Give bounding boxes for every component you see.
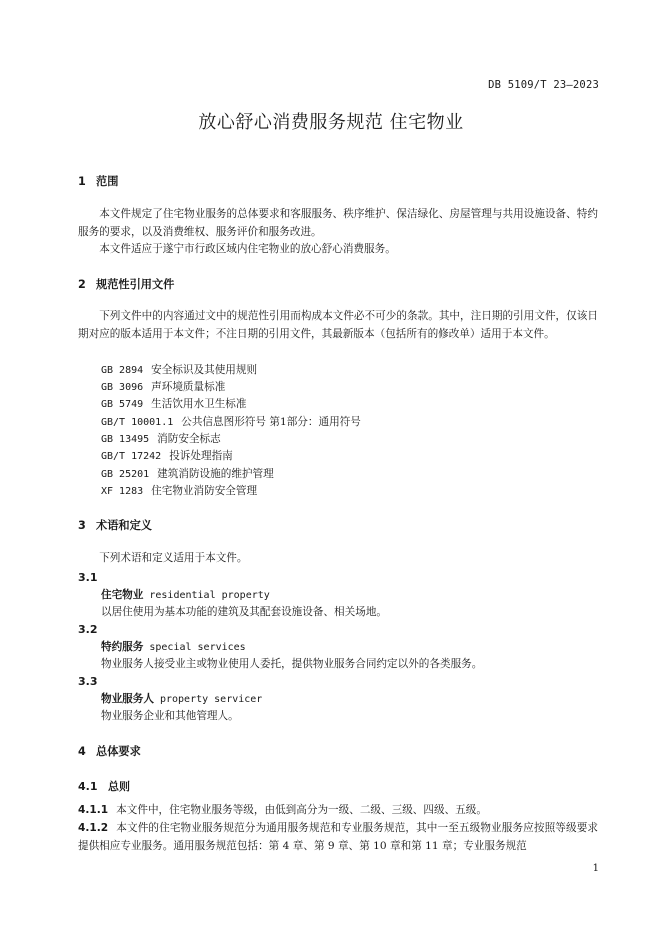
reference-item	[101, 483, 257, 498]
clause-4-1-1	[78, 802, 598, 820]
section-3-heading	[78, 517, 152, 533]
term-definition: 物业服务企业和其他管理人。	[101, 710, 239, 722]
reference-title: 投诉处理指南	[169, 450, 233, 462]
page-number: 1	[592, 863, 599, 874]
reference-item	[101, 448, 233, 463]
reference-code: GB 13495	[101, 434, 150, 445]
term-name-zh: 住宅物业	[101, 589, 144, 601]
section-1-paragraph-1: 本文件规定了住宅物业服务的总体要求和客服服务、秩序维护、保洁绿化、房屋管理与共用设施设备、特约服务的要求，以及消费维权、服务评价和服务改进。	[78, 208, 598, 238]
section-number: 1	[78, 175, 86, 188]
section-title: 规范性引用文件	[96, 278, 175, 291]
reference-code: GB/T 10001.1	[101, 417, 174, 428]
term-name-zh: 特约服务	[101, 641, 144, 653]
term-name-en: special services	[149, 642, 246, 653]
document-code: DB 5109/T 23—2023	[488, 79, 599, 91]
section-title: 术语和定义	[96, 519, 152, 532]
reference-title: 住宅物业消防安全管理	[151, 485, 258, 497]
section-2-intro: 下列文件中的内容通过文中的规范性引用而构成本文件必不可少的条款。其中，注日期的引用文件，仅该日期对应的版本适用于本文件；不注日期的引用文件，其最新版本（包括所有的修改单）适用于本文件。	[78, 310, 598, 340]
subsection-number: 4.1	[78, 780, 98, 793]
term-name-en: residential property	[149, 590, 270, 601]
clause-number: 4.1.1	[78, 804, 109, 816]
reference-code: GB/T 17242	[101, 451, 162, 462]
reference-item	[101, 414, 361, 429]
clause-text: 本文件中，住宅物业服务等级，由低到高分为一级、二级、三级、四级、五级。	[116, 804, 487, 816]
reference-item	[101, 466, 274, 481]
document-title: 放心舒心消费服务规范 住宅物业	[198, 112, 464, 133]
reference-item	[101, 379, 225, 394]
reference-code: GB 25201	[101, 469, 150, 480]
reference-title: 安全标识及其使用规则	[151, 364, 258, 376]
reference-code: GB 3096	[101, 382, 144, 393]
section-number: 3	[78, 519, 86, 532]
term-number: 3.2	[78, 623, 98, 636]
clause-text: 本文件的住宅物业服务规范分为通用服务规范和专业服务规范，其中一至五级物业服务应按照等级要求提供相应专业服务。通用服务规范包括：第 4 章、第 9 章、第 10 章和第 11 章；专业服务规范	[78, 822, 598, 852]
term-name	[101, 639, 246, 654]
section-4-heading	[78, 743, 141, 759]
reference-item	[101, 431, 221, 446]
reference-code: XF 1283	[101, 486, 144, 497]
section-3-intro: 下列术语和定义适用于本文件。	[99, 552, 248, 564]
term-number: 3.3	[78, 675, 98, 688]
reference-title: 生活饮用水卫生标准	[151, 398, 247, 410]
subsection-title: 总则	[108, 780, 130, 793]
section-1-paragraph-2: 本文件适应于遂宁市行政区域内住宅物业的放心舒心消费服务。	[99, 243, 396, 255]
reference-title: 消防安全标志	[157, 433, 221, 445]
term-name	[101, 691, 262, 706]
section-1-heading	[78, 173, 118, 189]
term-number: 3.1	[78, 571, 98, 584]
section-number: 2	[78, 278, 86, 291]
subsection-4-1-heading	[78, 778, 130, 794]
reference-title: 建筑消防设施的维护管理	[157, 468, 274, 480]
section-title: 总体要求	[96, 745, 141, 758]
reference-item	[101, 396, 247, 411]
clause-number: 4.1.2	[78, 822, 109, 834]
term-name-zh: 物业服务人	[101, 693, 154, 705]
section-title: 范围	[96, 175, 119, 188]
reference-title: 声环境质量标准	[151, 381, 226, 393]
term-name	[101, 587, 270, 602]
reference-item	[101, 362, 257, 377]
reference-code: GB 2894	[101, 365, 144, 376]
term-definition: 物业服务人接受业主或物业使用人委托，提供物业服务合同约定以外的各类服务。	[101, 658, 483, 670]
term-name-en: property servicer	[159, 694, 263, 705]
reference-title: 公共信息图形符号 第1部分：通用符号	[181, 416, 361, 428]
section-2-heading	[78, 276, 174, 292]
section-number: 4	[78, 745, 86, 758]
reference-code: GB 5749	[101, 399, 144, 410]
term-definition: 以居住使用为基本功能的建筑及其配套设施设备、相关场地。	[101, 606, 388, 618]
clause-4-1-2	[78, 820, 598, 855]
